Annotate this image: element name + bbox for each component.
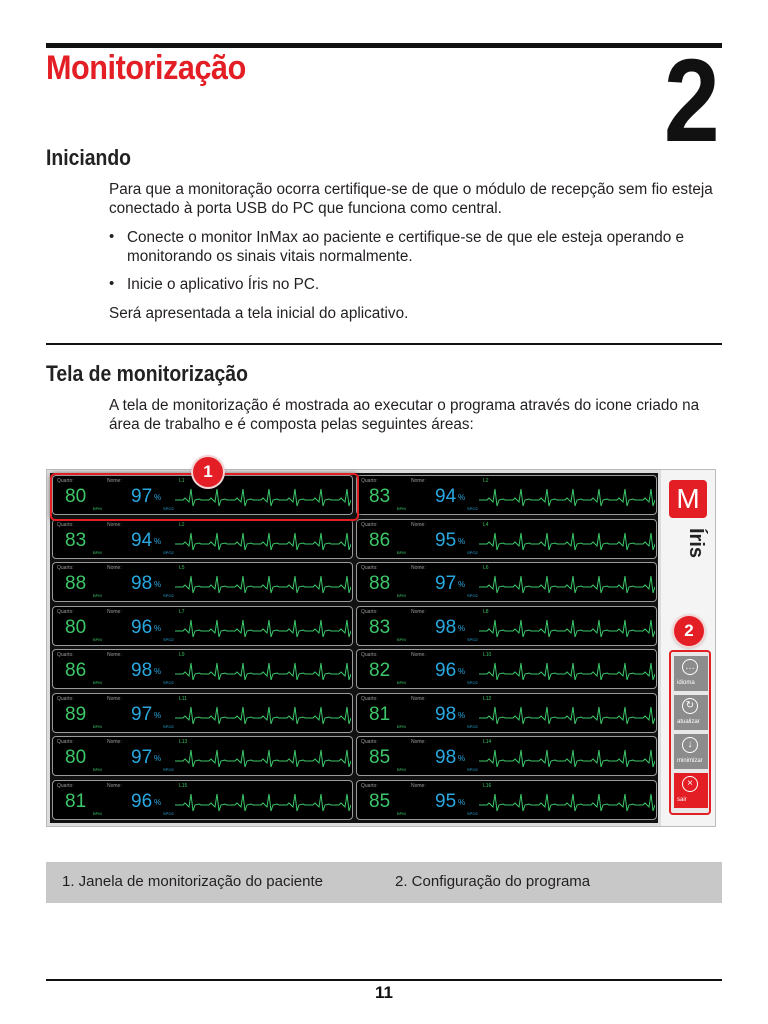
bpm-unit: BPM — [397, 506, 406, 511]
patient-window[interactable] — [52, 736, 353, 776]
bullet-item: Inicie o aplicativo Íris no PC. — [127, 276, 320, 293]
ecg-waveform — [175, 747, 351, 771]
ecg-trace — [479, 750, 655, 767]
spo2-unit: SPO2 — [163, 810, 174, 816]
name-label: Nome: — [411, 652, 426, 658]
room-label: Quarto: — [57, 782, 74, 789]
bpm-unit: BPM — [397, 810, 406, 816]
ecg-trace — [479, 663, 655, 680]
patient-window[interactable] — [356, 606, 657, 646]
idioma-button[interactable] — [674, 656, 708, 691]
spo2-percent: % — [154, 536, 162, 546]
patient-window[interactable] — [52, 693, 353, 733]
section-heading-tela: Tela de monitorização — [46, 361, 248, 386]
spo2-percent: % — [458, 667, 466, 676]
control-label: minimizar — [677, 758, 703, 764]
bpm-unit: BPM — [93, 593, 102, 598]
bed-label: L12 — [483, 695, 492, 702]
patient-window[interactable] — [356, 780, 657, 820]
bed-label: L5 — [179, 565, 185, 571]
ecg-trace — [479, 576, 655, 593]
monitoring-screen-figure — [46, 469, 716, 827]
bed-label: L16 — [483, 782, 492, 789]
spo2-percent: % — [154, 580, 162, 589]
patient-window[interactable] — [356, 649, 657, 689]
ecg-waveform — [479, 486, 655, 510]
spo2-percent: % — [154, 667, 162, 676]
bed-label: L7 — [179, 608, 185, 615]
spo2-percent: % — [458, 710, 466, 720]
bed-label: L2 — [179, 521, 185, 528]
control-label: sair — [677, 797, 687, 803]
ecg-trace — [175, 533, 351, 550]
bpm-unit: BPM — [93, 680, 102, 685]
spo2-unit: SPO2 — [163, 636, 174, 642]
name-label: Nome: — [107, 521, 122, 528]
bed-label: L15 — [179, 782, 188, 789]
bullet-marker: • — [109, 275, 115, 292]
legend-item-1: 1. Janela de monitorização do paciente — [62, 873, 324, 890]
room-label: Quarto: — [361, 782, 378, 789]
spo2-value: 97 — [131, 703, 153, 725]
heart-rate-value: 80 — [65, 486, 87, 507]
spo2-value: 97 — [131, 486, 153, 507]
patient-window[interactable] — [356, 736, 657, 776]
room-label: Quarto: — [57, 608, 74, 615]
heart-rate-value: 83 — [65, 529, 87, 551]
ecg-trace — [175, 707, 351, 724]
ecg-trace — [479, 620, 655, 637]
ecg-waveform — [175, 573, 351, 597]
figure-legend — [46, 862, 722, 903]
heart-rate-value: 80 — [65, 747, 87, 768]
patient-grid — [50, 473, 658, 823]
spo2-percent: % — [458, 536, 466, 546]
room-label: Quarto: — [361, 521, 378, 528]
spo2-value: 97 — [435, 573, 457, 594]
ecg-waveform — [175, 704, 351, 728]
spo2-unit: SPO2 — [163, 549, 174, 555]
bpm-unit: BPM — [397, 680, 406, 685]
name-label: Nome: — [411, 739, 426, 745]
section-heading-iniciando: Iniciando — [46, 145, 131, 170]
room-label: Quarto: — [361, 565, 378, 571]
close-circle-icon: × — [682, 776, 698, 792]
spo2-unit: SPO2 — [163, 680, 174, 685]
callout-2: 2 — [674, 616, 704, 646]
room-label: Quarto: — [57, 695, 74, 702]
spo2-unit: SPO2 — [163, 506, 174, 511]
heart-rate-value: 85 — [369, 747, 391, 768]
chat-bubble-icon: … — [682, 659, 698, 675]
bpm-unit: BPM — [397, 723, 406, 729]
spo2-value: 94 — [435, 486, 457, 507]
heart-rate-value: 88 — [65, 573, 87, 594]
ecg-waveform — [175, 791, 351, 815]
room-label: Quarto: — [57, 652, 74, 658]
refresh-icon: ↻ — [682, 698, 698, 714]
bpm-unit: BPM — [93, 810, 102, 816]
ecg-waveform — [479, 530, 655, 554]
ecg-waveform — [175, 617, 351, 641]
bed-label: L1 — [179, 478, 185, 484]
bed-label: L8 — [483, 608, 489, 615]
spo2-percent: % — [154, 710, 162, 720]
patient-window[interactable] — [52, 780, 353, 820]
ecg-trace — [175, 794, 351, 811]
patient-window[interactable] — [52, 519, 353, 559]
ecg-waveform — [479, 747, 655, 771]
heart-rate-value: 86 — [369, 529, 391, 551]
heart-rate-value: 82 — [369, 660, 391, 681]
minimizar-button[interactable] — [674, 734, 708, 769]
heart-rate-value: 86 — [65, 660, 87, 681]
ecg-trace — [479, 489, 655, 506]
legend-item-2: 2. Configuração do programa — [395, 873, 591, 890]
bed-label: L2 — [483, 478, 489, 484]
name-label: Nome: — [411, 782, 426, 789]
ecg-trace — [479, 707, 655, 724]
room-label: Quarto: — [57, 565, 74, 571]
spo2-unit: SPO2 — [467, 593, 478, 598]
outro-paragraph: Será apresentada a tela inicial do aplicativo. — [109, 305, 409, 322]
patient-window[interactable] — [52, 649, 353, 689]
ecg-trace — [175, 620, 351, 637]
spo2-percent: % — [154, 797, 162, 807]
spo2-unit: SPO2 — [467, 767, 478, 772]
spo2-value: 98 — [435, 703, 457, 725]
ecg-waveform — [479, 617, 655, 641]
bottom-rule — [46, 979, 722, 981]
spo2-unit: SPO2 — [467, 506, 478, 511]
spo2-value: 97 — [131, 747, 153, 768]
control-label: atualizar — [677, 719, 700, 725]
ecg-trace — [175, 576, 351, 593]
spo2-percent: % — [154, 493, 162, 502]
spo2-unit: SPO2 — [467, 680, 478, 685]
bpm-unit: BPM — [93, 723, 102, 729]
spo2-value: 96 — [435, 660, 457, 681]
spo2-unit: SPO2 — [163, 593, 174, 598]
top-rule — [46, 43, 722, 48]
patient-window[interactable] — [356, 519, 657, 559]
ecg-waveform — [479, 704, 655, 728]
patient-window[interactable] — [52, 562, 353, 602]
ecg-waveform — [479, 791, 655, 815]
ecg-trace — [479, 533, 655, 550]
patient-window[interactable] — [356, 693, 657, 733]
name-label: Nome: — [411, 695, 426, 702]
bullet-item: Conecte o monitor InMax ao paciente e certifique-se de que ele esteja operando e monitorando os sinais vitais normalmente. — [127, 229, 684, 265]
heart-rate-value: 81 — [369, 703, 391, 725]
name-label: Nome: — [411, 565, 426, 571]
intro-paragraph: Para que a monitoração ocorra certifique-se de que o módulo de recepção sem fio esteja conectado à porta USB do PC que funciona como central. — [109, 181, 713, 217]
patient-window[interactable] — [356, 562, 657, 602]
room-label: Quarto: — [57, 521, 74, 528]
heart-rate-value: 83 — [369, 616, 391, 638]
room-label: Quarto: — [57, 478, 74, 484]
heart-rate-value: 83 — [369, 486, 391, 507]
name-label: Nome: — [107, 739, 122, 745]
spo2-percent: % — [458, 580, 466, 589]
ecg-trace — [479, 794, 655, 811]
download-icon: ↓ — [682, 737, 698, 753]
spo2-percent: % — [458, 623, 466, 633]
spo2-percent: % — [458, 797, 466, 807]
name-label: Nome: — [107, 478, 122, 484]
name-label: Nome: — [411, 478, 426, 484]
sair-button[interactable] — [674, 773, 708, 808]
bpm-unit: BPM — [93, 636, 102, 642]
bpm-unit: BPM — [93, 506, 102, 511]
bpm-unit: BPM — [397, 767, 406, 772]
bpm-unit: BPM — [397, 549, 406, 555]
heart-rate-value: 89 — [65, 703, 87, 725]
section2-paragraph: A tela de monitorização é mostrada ao executar o programa através do icone criado na área de trabalho e é composta pelas seguintes áreas: — [109, 397, 700, 433]
patient-window[interactable] — [356, 475, 657, 515]
room-label: Quarto: — [361, 695, 378, 702]
heart-rate-value: 80 — [65, 616, 87, 638]
name-label: Nome: — [411, 608, 426, 615]
spo2-value: 98 — [435, 747, 457, 768]
room-label: Quarto: — [361, 478, 378, 484]
atualizar-button[interactable] — [674, 695, 708, 730]
bed-label: L11 — [179, 695, 187, 702]
name-label: Nome: — [107, 695, 122, 702]
heart-rate-value: 85 — [369, 790, 391, 812]
bpm-unit: BPM — [397, 636, 406, 642]
patient-window[interactable] — [52, 606, 353, 646]
spo2-value: 98 — [435, 616, 457, 638]
heart-rate-value: 81 — [65, 790, 87, 812]
bpm-unit: BPM — [93, 767, 102, 772]
spo2-value: 96 — [131, 616, 153, 638]
room-label: Quarto: — [57, 739, 74, 745]
room-label: Quarto: — [361, 652, 378, 658]
spo2-value: 98 — [131, 573, 153, 594]
spo2-value: 96 — [131, 790, 153, 812]
spo2-percent: % — [154, 623, 162, 633]
bpm-unit: BPM — [93, 549, 102, 555]
control-label: idioma — [677, 680, 695, 686]
spo2-value: 95 — [435, 790, 457, 812]
ecg-trace — [175, 750, 351, 767]
chapter-title: Monitorização — [46, 49, 246, 87]
room-label: Quarto: — [361, 608, 378, 615]
spo2-value: 94 — [131, 529, 153, 551]
ecg-waveform — [175, 530, 351, 554]
app-logo: M — [669, 480, 707, 518]
name-label: Nome: — [107, 652, 122, 658]
spo2-value: 98 — [131, 660, 153, 681]
callout-1: 1 — [193, 457, 223, 487]
bed-label: L13 — [179, 739, 188, 745]
chapter-number: 2 — [664, 35, 720, 167]
bpm-unit: BPM — [397, 593, 406, 598]
spo2-unit: SPO2 — [163, 767, 174, 772]
name-label: Nome: — [107, 565, 122, 571]
name-label: Nome: — [107, 782, 122, 789]
spo2-unit: SPO2 — [467, 549, 478, 555]
spo2-percent: % — [458, 493, 466, 502]
section-divider — [46, 343, 722, 345]
ecg-trace — [175, 663, 351, 680]
bed-label: L4 — [483, 521, 489, 528]
bed-label: L9 — [179, 652, 185, 658]
heart-rate-value: 88 — [369, 573, 391, 594]
bed-label: L10 — [483, 652, 492, 658]
ecg-waveform — [479, 660, 655, 684]
bed-label: L14 — [483, 739, 492, 745]
spo2-value: 95 — [435, 529, 457, 551]
ecg-waveform — [175, 660, 351, 684]
bullet-marker: • — [109, 228, 115, 245]
app-name: Íris — [685, 528, 707, 559]
ecg-waveform — [479, 573, 655, 597]
spo2-unit: SPO2 — [467, 636, 478, 642]
spo2-unit: SPO2 — [467, 723, 478, 729]
spo2-unit: SPO2 — [467, 810, 478, 816]
name-label: Nome: — [411, 521, 426, 528]
spo2-unit: SPO2 — [163, 723, 174, 729]
room-label: Quarto: — [361, 739, 378, 745]
spo2-percent: % — [458, 754, 466, 763]
program-config-panel — [669, 650, 711, 815]
bed-label: L6 — [483, 565, 489, 571]
page-number: 11 — [375, 983, 393, 1002]
spo2-percent: % — [154, 754, 162, 763]
name-label: Nome: — [107, 608, 122, 615]
